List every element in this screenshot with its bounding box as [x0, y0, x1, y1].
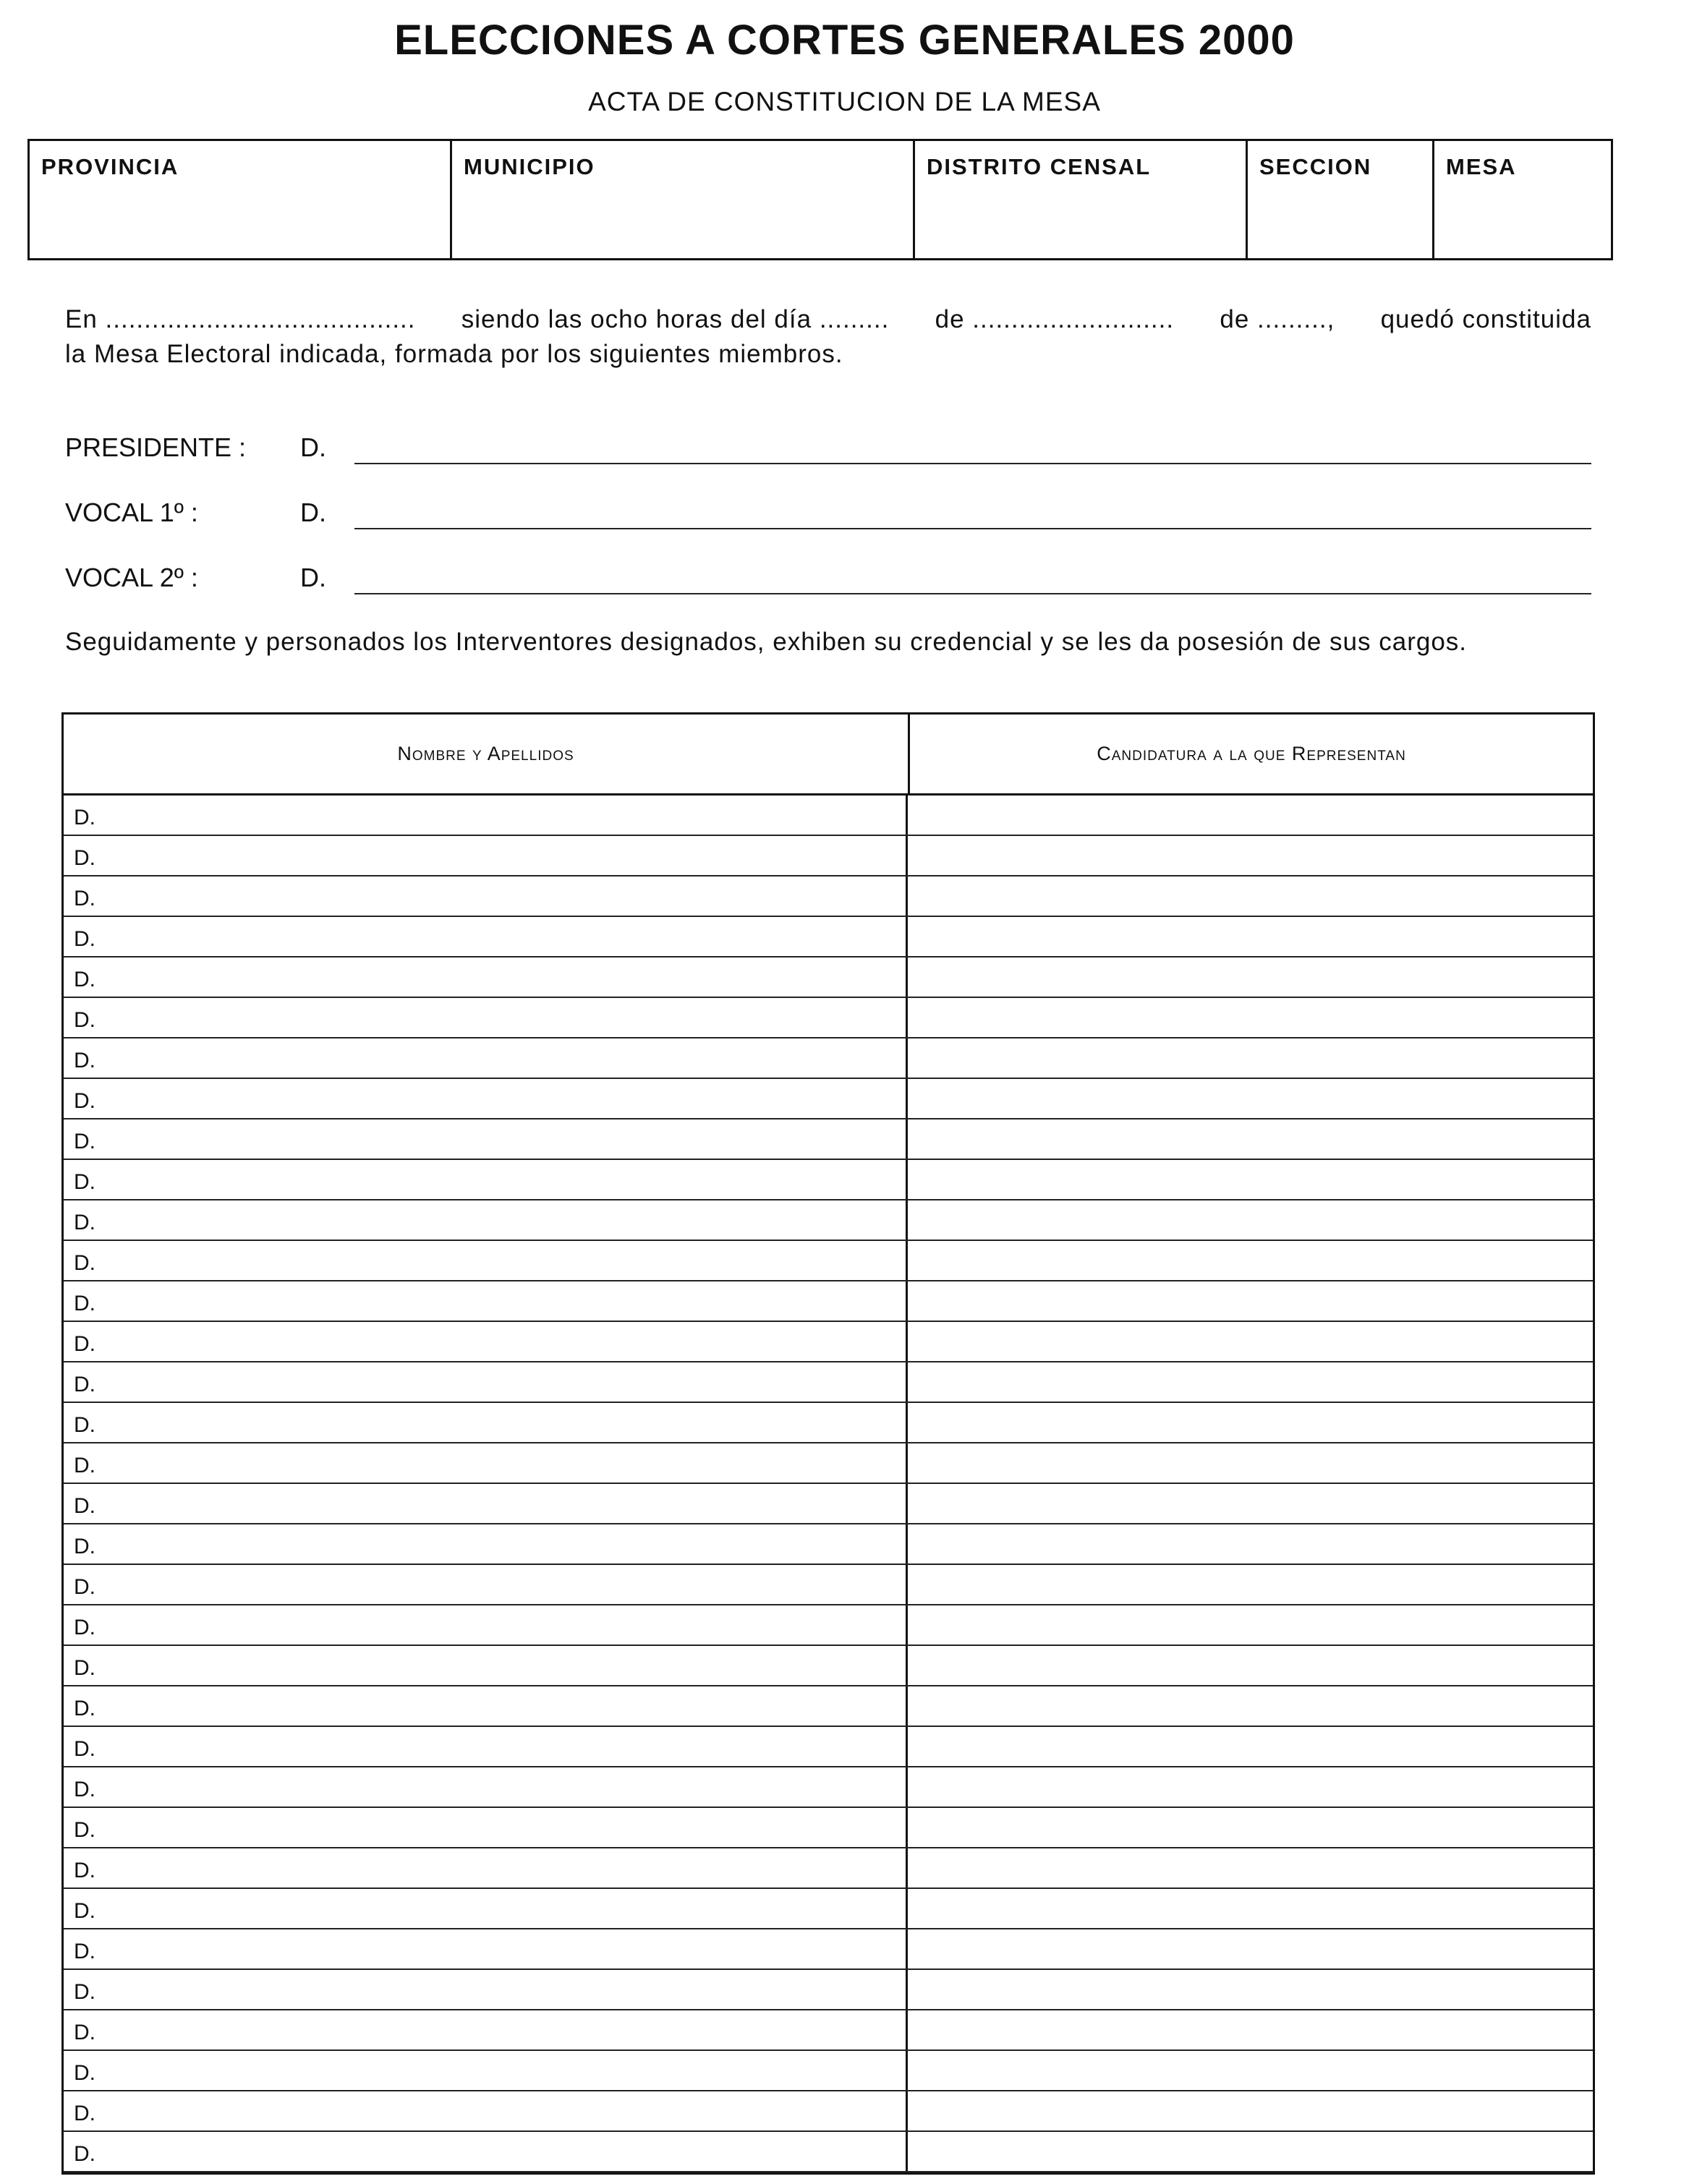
interventores-paragraph: Seguidamente y personados los Interventores designados, exhiben su credencial y se les da posesión de sus cargos.: [65, 628, 1468, 656]
nombre-cell[interactable]: D.: [64, 1403, 908, 1442]
municipio-field[interactable]: [452, 141, 915, 258]
candidatura-cell[interactable]: [908, 1605, 1593, 1645]
table-row: [64, 917, 1593, 957]
candidatura-cell[interactable]: [908, 1808, 1593, 1847]
document-title: ELECCIONES A CORTES GENERALES 2000: [394, 17, 1295, 64]
nombre-cell[interactable]: D.: [64, 2091, 908, 2130]
presidente-row: [65, 432, 1591, 467]
candidatura-cell[interactable]: [908, 1403, 1593, 1442]
table-row: [64, 795, 1593, 836]
nombre-cell[interactable]: D.: [64, 1160, 908, 1199]
table-row: [64, 1767, 1593, 1808]
nombre-cell[interactable]: D.: [64, 1848, 908, 1887]
nombre-cell[interactable]: D.: [64, 1808, 908, 1847]
candidatura-cell[interactable]: [908, 1727, 1593, 1766]
table-row: [64, 1727, 1593, 1767]
candidatura-cell[interactable]: [908, 1160, 1593, 1199]
candidatura-cell[interactable]: [908, 998, 1593, 1037]
intro-anio: de .........,: [1220, 305, 1335, 333]
nombre-cell[interactable]: D.: [64, 2010, 908, 2049]
candidatura-cell[interactable]: [908, 1767, 1593, 1807]
provincia-label: PROVINCIA: [41, 154, 179, 179]
nombre-cell[interactable]: D.: [64, 1565, 908, 1604]
table-row: [64, 2051, 1593, 2091]
table-row: [64, 2010, 1593, 2051]
intro-constituida: quedó constituida: [1380, 305, 1591, 333]
table-row: [64, 1160, 1593, 1200]
mesa-label: MESA: [1446, 154, 1517, 179]
presidente-name-line[interactable]: [354, 463, 1591, 464]
candidatura-cell[interactable]: [908, 2010, 1593, 2049]
table-row: [64, 1443, 1593, 1484]
member-prefix: D.: [300, 498, 326, 527]
table-body: [64, 795, 1593, 2172]
table-row: [64, 1079, 1593, 1119]
nombre-cell[interactable]: D.: [64, 998, 908, 1037]
table-row: [64, 1038, 1593, 1079]
table-row: [64, 2091, 1593, 2132]
table-row: [64, 998, 1593, 1038]
nombre-cell[interactable]: D.: [64, 836, 908, 875]
nombre-cell[interactable]: D.: [64, 1970, 908, 2009]
interventores-table: [61, 712, 1595, 2175]
municipio-label: MUNICIPIO: [464, 154, 595, 179]
candidatura-cell[interactable]: [908, 1848, 1593, 1887]
nombre-cell[interactable]: D.: [64, 1929, 908, 1968]
member-role: VOCAL 2º :: [65, 563, 198, 592]
table-row: [64, 1889, 1593, 1929]
table-row: [64, 1241, 1593, 1281]
candidatura-cell[interactable]: [908, 1200, 1593, 1240]
candidatura-cell[interactable]: [908, 1281, 1593, 1321]
table-row: [64, 1524, 1593, 1565]
nombre-cell[interactable]: D.: [64, 2132, 908, 2171]
candidatura-cell[interactable]: [908, 1484, 1593, 1523]
table-row: [64, 1119, 1593, 1160]
nombre-cell[interactable]: D.: [64, 876, 908, 916]
table-row: [64, 1970, 1593, 2010]
nombre-cell[interactable]: D.: [64, 1605, 908, 1645]
nombre-cell[interactable]: D.: [64, 957, 908, 997]
intro-line-2: la Mesa Electoral indicada, formada por los siguientes miembros.: [65, 340, 843, 368]
nombre-cell[interactable]: D.: [64, 1038, 908, 1078]
vocal-1-row: [65, 498, 1591, 532]
header-nombre: Nombre y Apellidos: [64, 715, 910, 793]
nombre-cell[interactable]: D.: [64, 1889, 908, 1928]
table-row: [64, 1484, 1593, 1524]
candidatura-cell[interactable]: [908, 1038, 1593, 1078]
nombre-cell[interactable]: D.: [64, 1119, 908, 1159]
mesa-field[interactable]: [1434, 141, 1611, 258]
member-role: PRESIDENTE :: [65, 432, 247, 462]
candidatura-cell[interactable]: [908, 1646, 1593, 1685]
vocal-2-name-line[interactable]: [354, 593, 1591, 594]
table-row: [64, 1605, 1593, 1646]
candidatura-cell[interactable]: [908, 2051, 1593, 2090]
candidatura-cell[interactable]: [908, 957, 1593, 997]
nombre-cell[interactable]: D.: [64, 1646, 908, 1685]
table-row: [64, 1322, 1593, 1362]
nombre-cell[interactable]: D.: [64, 1767, 908, 1807]
candidatura-cell[interactable]: [908, 1241, 1593, 1280]
seccion-label: SECCION: [1259, 154, 1372, 179]
nombre-cell[interactable]: D.: [64, 2051, 908, 2090]
distrito-censal-label: DISTRITO CENSAL: [927, 154, 1152, 179]
table-row: [64, 1403, 1593, 1443]
document-subtitle: ACTA DE CONSTITUCION DE LA MESA: [588, 87, 1101, 116]
table-row: [64, 1848, 1593, 1889]
table-row: [64, 1200, 1593, 1241]
candidatura-cell[interactable]: [908, 795, 1593, 835]
nombre-cell[interactable]: D.: [64, 1200, 908, 1240]
candidatura-cell[interactable]: [908, 2091, 1593, 2130]
candidatura-cell[interactable]: [908, 1362, 1593, 1402]
nombre-cell[interactable]: D.: [64, 1079, 908, 1118]
vocal-2-row: [65, 563, 1591, 597]
nombre-cell[interactable]: D.: [64, 1362, 908, 1402]
candidatura-cell[interactable]: [908, 917, 1593, 956]
seccion-field[interactable]: [1248, 141, 1434, 258]
candidatura-cell[interactable]: [908, 1322, 1593, 1361]
nombre-cell[interactable]: D.: [64, 1727, 908, 1766]
candidatura-cell[interactable]: [908, 1929, 1593, 1968]
candidatura-cell[interactable]: [908, 1119, 1593, 1159]
nombre-cell[interactable]: D.: [64, 1686, 908, 1726]
intro-mes: de ..........................: [935, 305, 1175, 333]
nombre-cell[interactable]: D.: [64, 1241, 908, 1280]
candidatura-cell[interactable]: [908, 1524, 1593, 1564]
member-prefix: D.: [300, 432, 326, 462]
table-row: [64, 1281, 1593, 1322]
table-header: [64, 715, 1593, 795]
nombre-cell[interactable]: D.: [64, 917, 908, 956]
vocal-1-name-line[interactable]: [354, 528, 1591, 529]
nombre-cell[interactable]: D.: [64, 795, 908, 835]
table-row: [64, 1929, 1593, 1970]
intro-paragraph: [65, 302, 1591, 372]
location-table: [27, 139, 1613, 260]
member-prefix: D.: [300, 563, 326, 592]
table-row: [64, 1362, 1593, 1403]
candidatura-cell[interactable]: [908, 1565, 1593, 1604]
intro-hora: siendo las ocho horas del día .........: [461, 305, 890, 333]
distrito-censal-field[interactable]: [915, 141, 1248, 258]
candidatura-cell[interactable]: [908, 1970, 1593, 2009]
nombre-cell[interactable]: D.: [64, 1524, 908, 1564]
header-candidatura: Candidatura a la que Representan: [1097, 743, 1406, 764]
candidatura-cell[interactable]: [908, 836, 1593, 875]
nombre-cell[interactable]: D.: [64, 1322, 908, 1361]
provincia-field[interactable]: [30, 141, 452, 258]
candidatura-cell[interactable]: [908, 2132, 1593, 2171]
nombre-cell[interactable]: D.: [64, 1443, 908, 1483]
table-row: [64, 957, 1593, 998]
table-row: [64, 1686, 1593, 1727]
candidatura-cell[interactable]: [908, 1079, 1593, 1118]
candidatura-cell[interactable]: [908, 1889, 1593, 1928]
table-row: [64, 2132, 1593, 2172]
candidatura-cell[interactable]: [908, 1686, 1593, 1726]
nombre-cell[interactable]: D.: [64, 1484, 908, 1523]
candidatura-cell[interactable]: [908, 1443, 1593, 1483]
table-row: [64, 1565, 1593, 1605]
table-row: [64, 1646, 1593, 1686]
intro-en: En ........................................: [65, 305, 416, 333]
candidatura-cell[interactable]: [908, 876, 1593, 916]
nombre-cell[interactable]: D.: [64, 1281, 908, 1321]
table-row: [64, 876, 1593, 917]
table-row: [64, 1808, 1593, 1848]
table-row: [64, 836, 1593, 876]
member-role: VOCAL 1º :: [65, 498, 198, 527]
